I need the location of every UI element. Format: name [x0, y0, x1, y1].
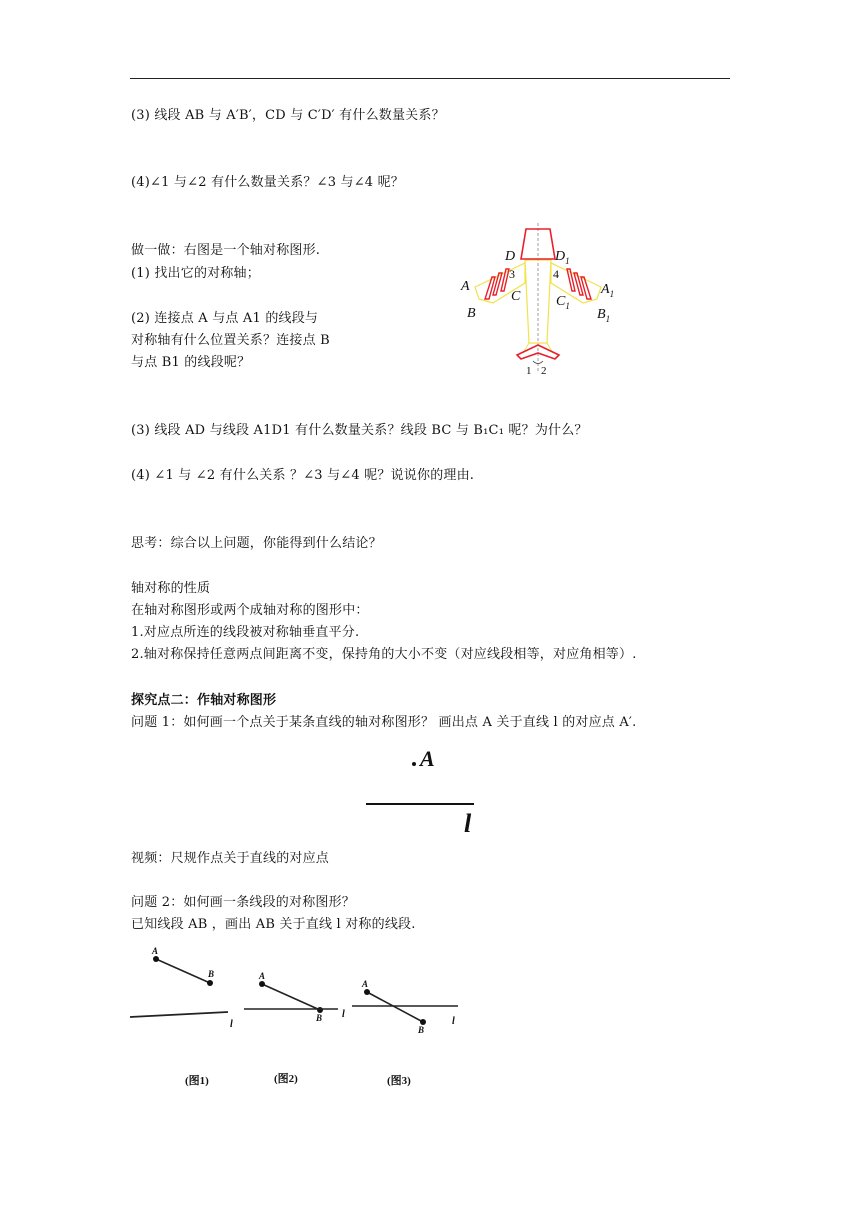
- label-1: 1: [526, 365, 532, 377]
- question-3-segments: (3) 线段 AB 与 A′B′，CD 与 C′D′ 有什么数量关系？: [131, 108, 445, 123]
- fig1-point-A: [153, 956, 159, 962]
- label-A1: $A_1$: [601, 282, 615, 299]
- problem-2: 问题 2：如何画一条线段的对称图形？: [131, 895, 356, 910]
- property-title: 轴对称的性质: [131, 581, 211, 596]
- caption-figure-3: (图3): [387, 1075, 411, 1087]
- figure-3: [350, 972, 470, 1037]
- activity-q2-line3: 与点 B1 的线段呢？: [131, 355, 251, 370]
- fig1-line-l: [130, 1012, 228, 1017]
- label-4: 4: [553, 267, 559, 281]
- figure-1: [128, 945, 243, 1035]
- fig3-label-B: B: [418, 1025, 425, 1035]
- caption-figure-2: (图2): [274, 1073, 298, 1085]
- fig2-label-B: B: [316, 1013, 323, 1023]
- label-B: B: [467, 306, 476, 321]
- property-item-2: 2.轴对称保持任意两点间距离不变，保持角的大小不变（对应线段相等，对应角相等）.: [131, 647, 637, 662]
- point-line-figure: [360, 742, 490, 837]
- left-wing-marks: [485, 269, 509, 299]
- label-D: D: [505, 249, 516, 264]
- label-B1: $B_1$: [597, 307, 611, 324]
- activity-q2-line2: 对称轴有什么位置关系？连接点 B: [131, 333, 330, 348]
- fig1-label-A: A: [152, 946, 159, 956]
- fig3-label-A: A: [362, 979, 369, 989]
- fig2-label-l: l: [342, 1009, 345, 1020]
- activity-q3: (3) 线段 AD 与线段 A1D1 有什么数量关系？线段 BC 与 B₁C₁ 呢？为什么？: [131, 423, 588, 438]
- activity-q4: (4) ∠1 与 ∠2 有什么关系 ？∠3 与∠4 呢？说说你的理由.: [131, 468, 475, 483]
- header-rule: [130, 78, 730, 79]
- label-3: 3: [509, 267, 515, 281]
- fig1-point-B: [207, 980, 213, 986]
- figure-2: [240, 965, 355, 1035]
- fig3-point-A: [364, 989, 370, 995]
- plane-tail-wing: [517, 345, 559, 359]
- question-4-angles: (4)∠1 与∠2 有什么数量关系？∠3 与∠4 呢？: [131, 175, 404, 190]
- activity-q1: (1) 找出它的对称轴；: [131, 266, 260, 281]
- section2-heading: 探究点二：作轴对称图形: [131, 693, 277, 708]
- label-C1: $C_1$: [556, 294, 570, 311]
- point-A-dot: [412, 762, 416, 766]
- right-wing-marks: [567, 269, 591, 299]
- plane-figure: [455, 215, 635, 380]
- fig2-point-A: [259, 981, 265, 987]
- property-lead: 在轴对称图形或两个成轴对称的图形中：: [131, 603, 369, 618]
- label-2: 2: [541, 365, 547, 377]
- caption-figure-1: (图1): [185, 1075, 209, 1087]
- fig3-label-l: l: [452, 1016, 455, 1027]
- line-l-label: l: [464, 809, 472, 838]
- fig1-label-l: l: [230, 1019, 233, 1030]
- label-A: A: [461, 279, 470, 294]
- problem-2-detail: 已知线段 AB ，画出 AB 关于直线 l 对称的线段.: [131, 917, 416, 932]
- activity-q2-line1: (2) 连接点 A 与点 A1 的线段与: [131, 311, 319, 326]
- point-A-label: A: [420, 746, 435, 771]
- fig1-label-B: B: [208, 969, 215, 979]
- video-note: 视频：尺规作点关于直线的对应点: [131, 851, 330, 866]
- problem-1: 问题 1：如何画一个点关于某条直线的轴对称图形？ 画出点 A 关于直线 l 的对应点 A′.: [131, 715, 637, 730]
- fig2-label-A: A: [259, 971, 266, 981]
- label-C: C: [511, 289, 521, 304]
- activity-intro: 做一做：右图是一个轴对称图形.: [131, 243, 321, 258]
- think-prompt: 思考：综合以上问题，你能得到什么结论？: [131, 536, 382, 551]
- label-D1: $D_1$: [555, 249, 570, 266]
- property-item-1: 1.对应点所连的线段被对称轴垂直平分.: [131, 625, 360, 640]
